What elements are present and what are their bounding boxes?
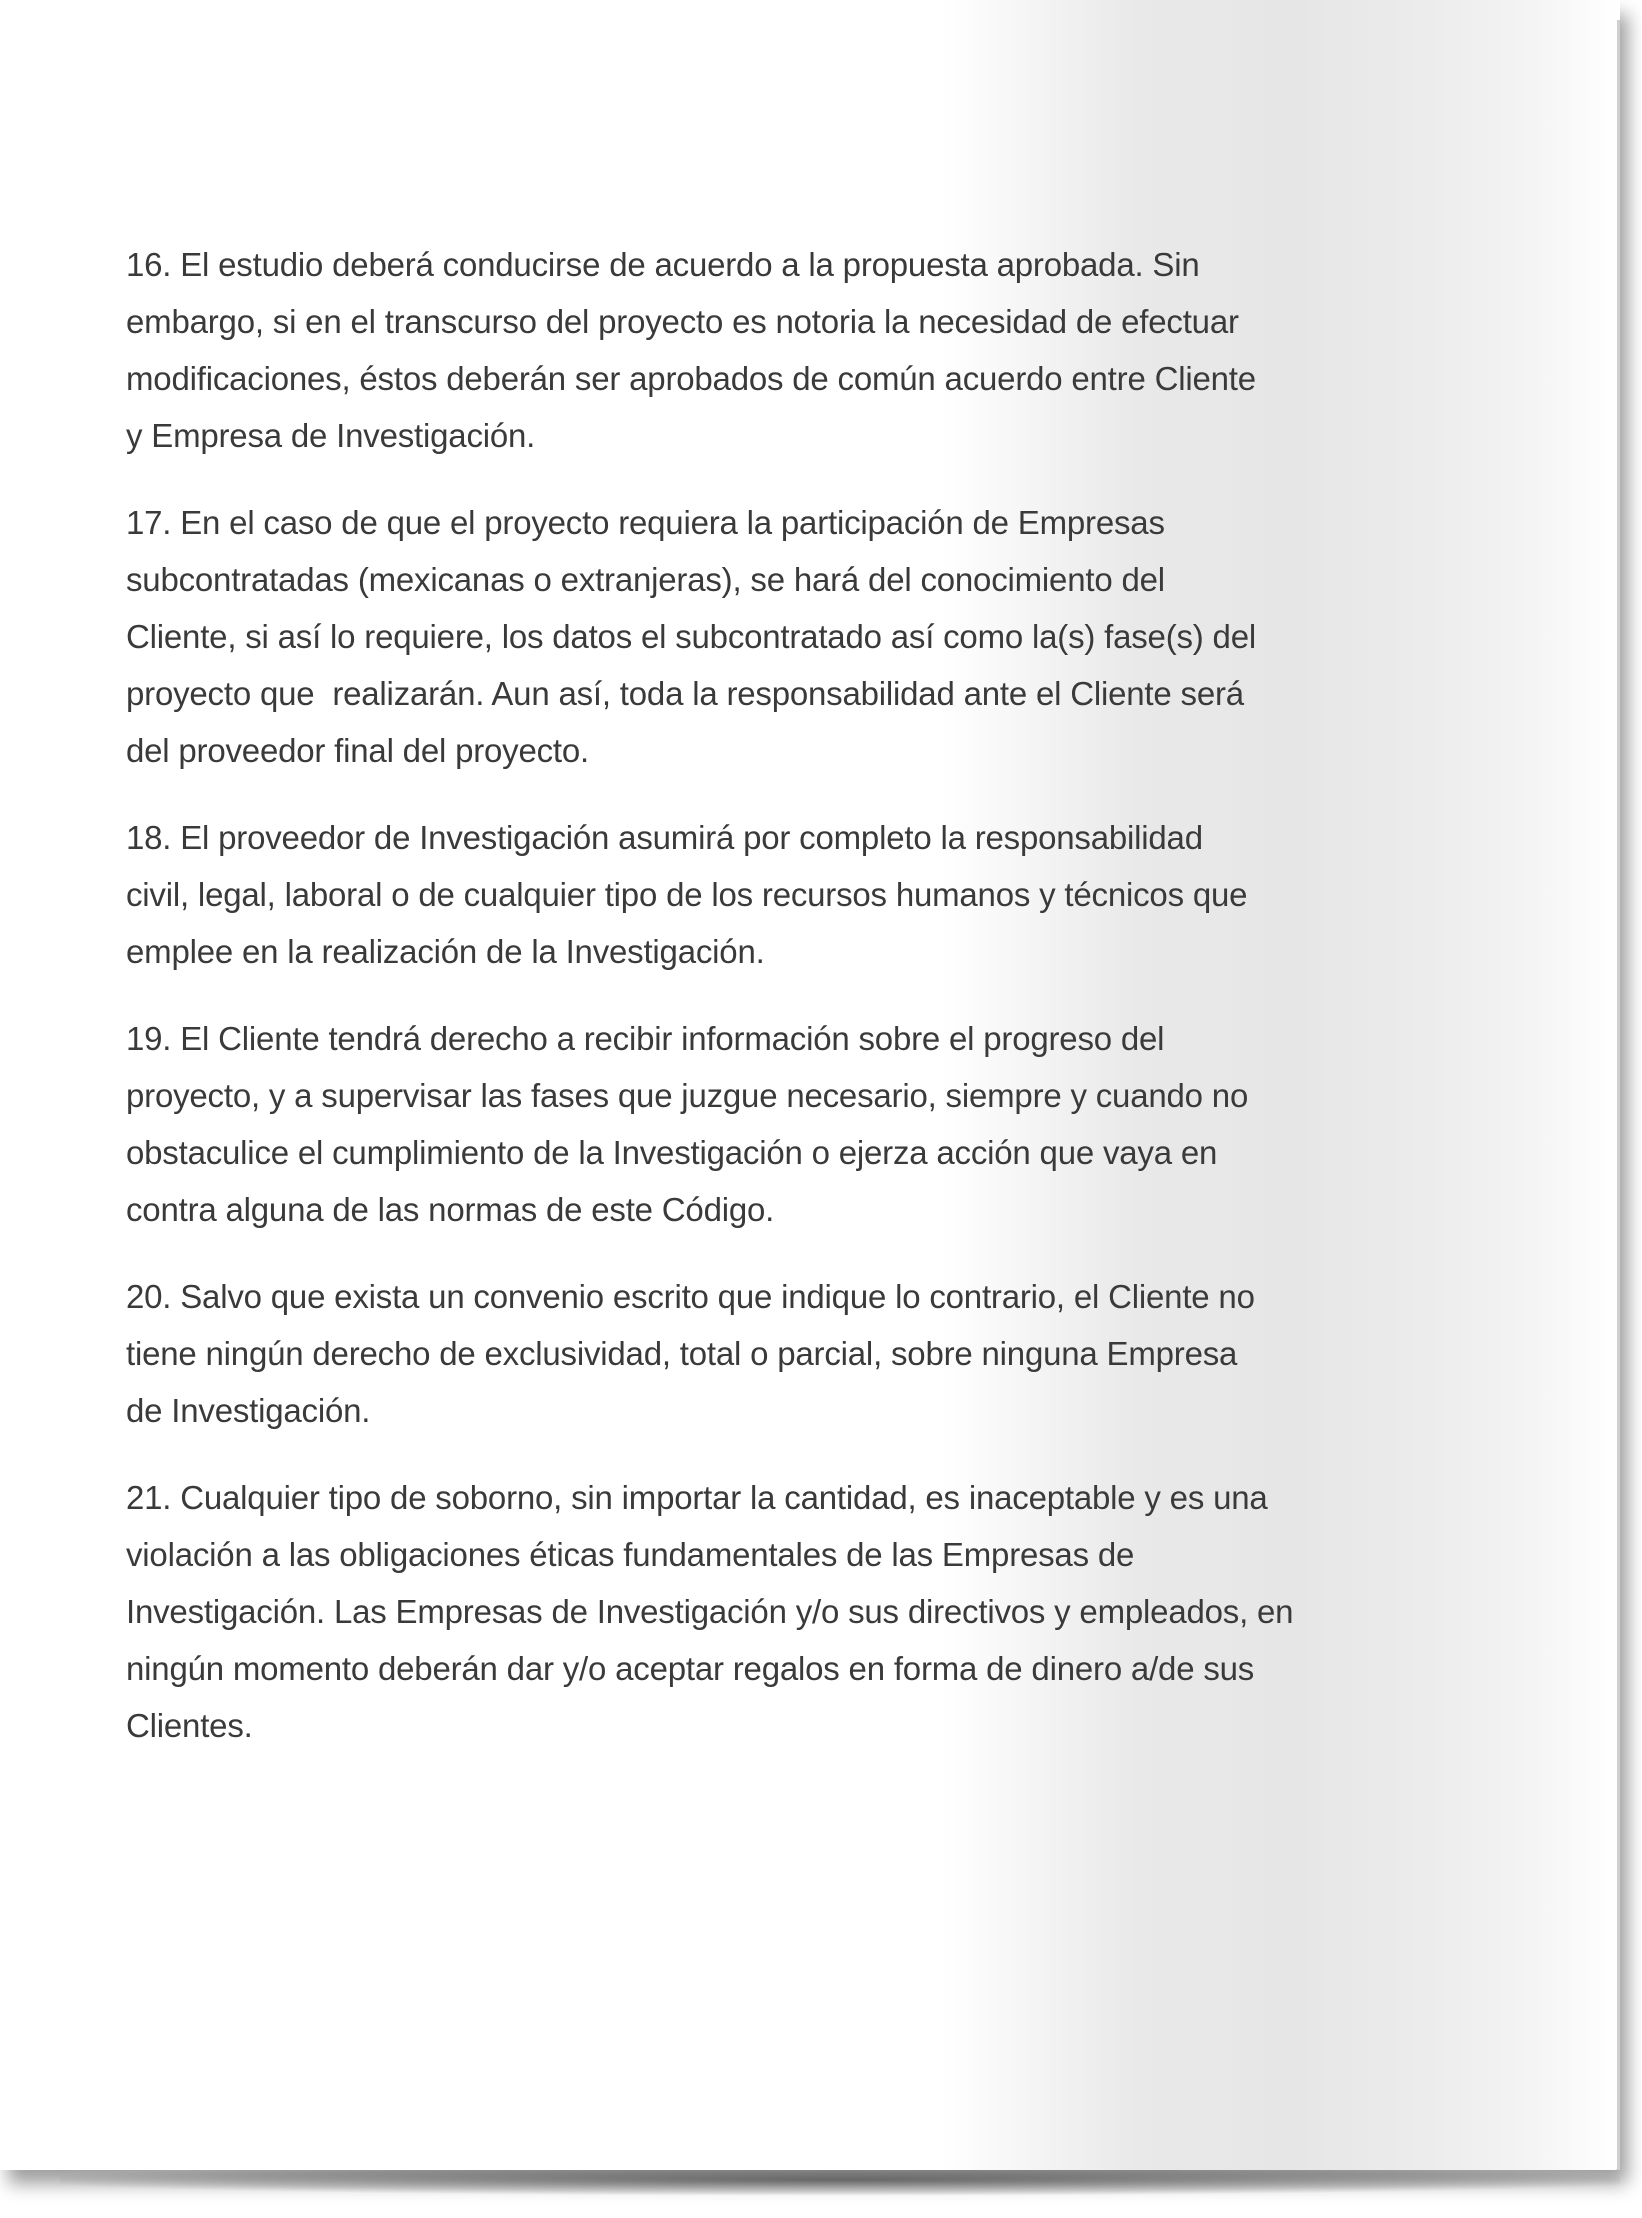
clause-20: 20. Salvo que exista un convenio escrito que indique lo contrario, el Cliente no tiene ningún derecho de exclusividad, total o parcial, sobre ninguna Empresa de Investigación. [126,1278,1255,1429]
clause-21: 21. Cualquier tipo de soborno, sin importar la cantidad, es inaceptable y es una violación a las obligaciones éticas fundamentales de las Empresas de Investigación. Las Empresas de Investigación y/o sus directivos y empleados, en ningún momento deberán dar y/o aceptar regalos en forma de dinero a/de sus Clientes. [126,1479,1294,1744]
clause-18: 18. El proveedor de Investigación asumirá por completo la responsabilidad civil, legal, laboral o de cualquier tipo de los recursos humanos y técnicos que emplee en la realización de la Investigación. [126,819,1248,970]
document-body [126,236,1476,1784]
clause-17: 17. En el caso de que el proyecto requiera la participación de Empresas subcontratadas (mexicanas o extranjeras), se hará del conocimiento del Cliente, si así lo requiere, los datos el subcontratado así como la(s) fase(s) del proyecto que realizarán. Aun así, toda la responsabilidad ante el Cliente será del proveedor final del proyecto. [126,504,1256,769]
clause-16: 16. El estudio deberá conducirse de acuerdo a la propuesta aprobada. Sin embargo, si en el transcurso del proyecto es notoria la necesidad de efectuar modificaciones, éstos deberán ser aprobados de común acuerdo entre Cliente y Empresa de Investigación. [126,246,1256,454]
page-edge [1617,20,1620,2170]
clause-19: 19. El Cliente tendrá derecho a recibir información sobre el progreso del proyecto, y a supervisar las fases que juzgue necesario, siempre y cuando no obstaculice el cumplimiento de la Investigación o ejerza acción que vaya en contra alguna de las normas de este Código. [126,1020,1249,1228]
